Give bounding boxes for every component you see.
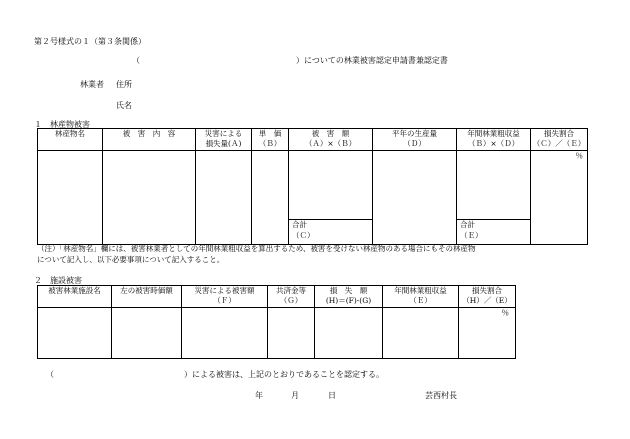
percent-sign-2: ％ [501, 308, 509, 317]
forest-products-table [37, 128, 588, 245]
header-loss-amount: 損 失 額 (H)＝(F)-(G) [315, 286, 383, 308]
section2-heading: ２ 施設被害 [34, 276, 82, 285]
header-facility-name: 被害林業施設名 [38, 286, 112, 308]
header-disaster-damage: 災害による被害額 （Ｆ） [182, 286, 268, 308]
header-product-name: 林産物名 [38, 129, 103, 151]
header-annual-revenue-2: 年間林業粗収益 （Ｅ） [383, 286, 459, 308]
annual-revenue-2-cell[interactable] [383, 308, 459, 359]
damage-amount-cell[interactable] [289, 151, 373, 245]
total-e-label: 合計 [460, 220, 475, 229]
unit-price-cell[interactable] [252, 151, 289, 245]
loss-ratio-2-cell[interactable] [459, 308, 516, 359]
forester-label: 林業者 [80, 80, 104, 89]
section1-heading: １ 林産物被害 [34, 120, 90, 129]
total-c-label: 合計 [292, 220, 307, 229]
mayor-label: 芸西村長 [425, 391, 457, 400]
disaster-damage-cell[interactable] [182, 308, 268, 359]
header-damage-amount: 被 害 額 （Ａ）×（Ｂ） [289, 129, 373, 151]
annual-revenue-cell[interactable] [457, 151, 531, 245]
header-loss-ratio-2: 損失割合 （H）／（E） [459, 286, 516, 308]
normal-production-cell[interactable] [373, 151, 457, 245]
total-c-symbol: （Ｃ） [292, 231, 315, 240]
year-label: 年 [255, 391, 263, 400]
header-loss-quantity: 災害による 損失量(Ａ) [196, 129, 252, 151]
total-e-symbol: （Ｅ） [460, 231, 483, 240]
month-label: 月 [291, 391, 299, 400]
market-value-cell[interactable] [112, 308, 182, 359]
form-title: ）についての林業被害認定申請書兼認定書 [296, 56, 448, 65]
name-label: 氏名 [116, 101, 132, 110]
header-damage-content: 被 害 内 容 [103, 129, 196, 151]
loss-quantity-cell[interactable] [196, 151, 252, 245]
note-line1: （注）「林産物名」欄には、被害林業者としての年間林業粗収益を算出するため、被害を受けない林産物のある場合にもその林産物 [37, 244, 476, 253]
facility-name-cell[interactable] [38, 308, 112, 359]
cert-open-paren: （ [46, 370, 54, 379]
note-line2: について記入し、以下必要事項について記入すること。 [37, 255, 225, 264]
header-normal-production: 平年の生産量 （Ｄ） [373, 129, 457, 151]
facility-damage-table [37, 285, 516, 359]
product-name-cell[interactable] [38, 151, 103, 245]
loss-amount-cell[interactable] [315, 308, 383, 359]
title-open-paren: （ [132, 56, 140, 65]
header-market-value: 左の被害時価額 [112, 286, 182, 308]
header-loss-ratio: 損失割合 （Ｃ）／（Ｅ） [531, 129, 588, 151]
header-insurance: 共済金等 （Ｇ） [268, 286, 315, 308]
header-unit-price: 単 価 （Ｂ） [252, 129, 289, 151]
damage-content-cell[interactable] [103, 151, 196, 245]
day-label: 日 [328, 391, 336, 400]
insurance-cell[interactable] [268, 308, 315, 359]
address-label: 住所 [116, 80, 132, 89]
header-annual-revenue: 年間林業粗収益 （Ｂ）×（Ｄ） [457, 129, 531, 151]
form-number: 第２号様式の１（第３条関係） [34, 37, 146, 46]
percent-sign: ％ [575, 151, 583, 160]
loss-ratio-cell[interactable] [531, 151, 588, 245]
cert-text: ）による被害は、上記のとおりであることを認定する。 [184, 370, 384, 379]
